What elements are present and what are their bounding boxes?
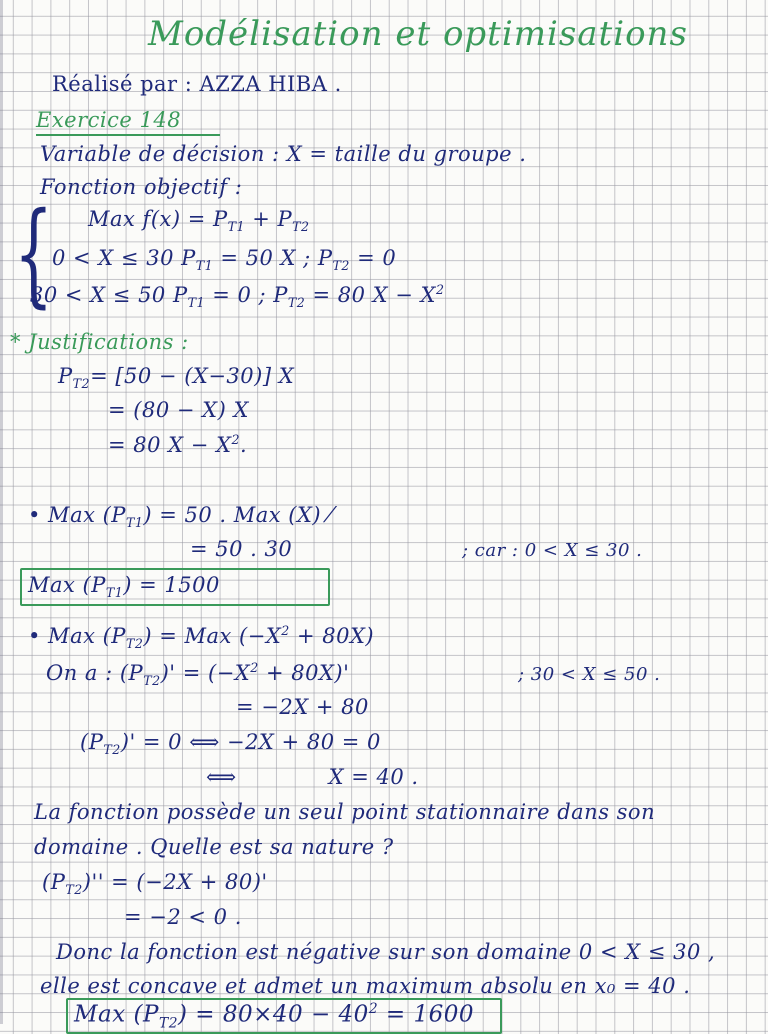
max-pt2-line-1: • Max $(P_{T2})$ = Max $(-X^2 + 80X)$: [28, 623, 375, 652]
objective-label: Fonction objectif :: [40, 175, 243, 199]
max-pt1-condition: ; car : 0 < X ≤ 30 .: [462, 540, 643, 561]
max-pt1-line-1: • Max $(P_{T1}) = 50$ . Max (X) ⁄: [28, 503, 333, 531]
max-pt2-line-6: $(P_{T2})'' = (-2X + 80)'$: [42, 870, 268, 898]
max-pt1-result: Max $(P_{T1}) = 1500$: [28, 573, 220, 601]
max-pt1-line-2: = 50 . 30: [190, 537, 293, 561]
justification-line-2: = (80 − X) X: [108, 398, 249, 422]
justification-line-1: $P_{T2}= [50 - (X-30)]$ X: [58, 364, 295, 392]
justification-label: * Justifications :: [10, 330, 189, 354]
stationary-point-text-1: La fonction possède un seul point stationnaire dans son: [34, 800, 656, 824]
page-title: Modélisation et optimisations: [148, 14, 688, 54]
objective-max-line: Max $f(x) = P_{T1} + P_{T2}$: [88, 207, 310, 235]
max-pt2-result: Max $(P_{T2}) = 80\times 40 - 40^2 = 1600$: [74, 1001, 475, 1032]
max-pt2-line-5: ⟺ X = 40 .: [206, 765, 419, 789]
max-pt2-line-4: $(P_{T2})' = 0$ ⟺ −2X + 80 = 0: [80, 730, 381, 758]
justification-line-3: = 80 $X - X^2$.: [108, 432, 248, 457]
case1-line: 0 < X ≤ 30 $P_{T1} = 50$ X ; $P_{T2} = 0$: [52, 246, 397, 274]
page-margin: [0, 0, 3, 1024]
decision-variable: Variable de décision : X = taille du groupe .: [40, 142, 527, 166]
stationary-point-text-2: domaine . Quelle est sa nature ?: [34, 835, 394, 859]
max-pt2-condition: ; 30 < X ≤ 50 .: [518, 664, 661, 685]
max-pt2-line-7: = −2 < 0 .: [124, 905, 242, 929]
author-line: Réalisé par : AZZA HIBA .: [52, 72, 342, 96]
exercise-label: Exercice 148: [36, 108, 182, 132]
case2-line: 30 < X ≤ 50 $P_{T1} = 0$ ; $P_{T2} = 80$ $X - X^2$: [30, 282, 445, 311]
system-brace: {: [14, 189, 54, 319]
exercise-underline: [36, 134, 220, 136]
max-pt2-line-2: On a : $(P_{T2})' = (-X^2 + 80X)'$: [46, 660, 350, 689]
conclusion-text-1: Donc la fonction est négative sur son domaine 0 < X ≤ 30 ,: [56, 940, 716, 964]
max-pt2-line-3: = −2X + 80: [236, 695, 369, 719]
conclusion-text-2: elle est concave et admet un maximum absolu en x₀ = 40 .: [40, 974, 691, 998]
